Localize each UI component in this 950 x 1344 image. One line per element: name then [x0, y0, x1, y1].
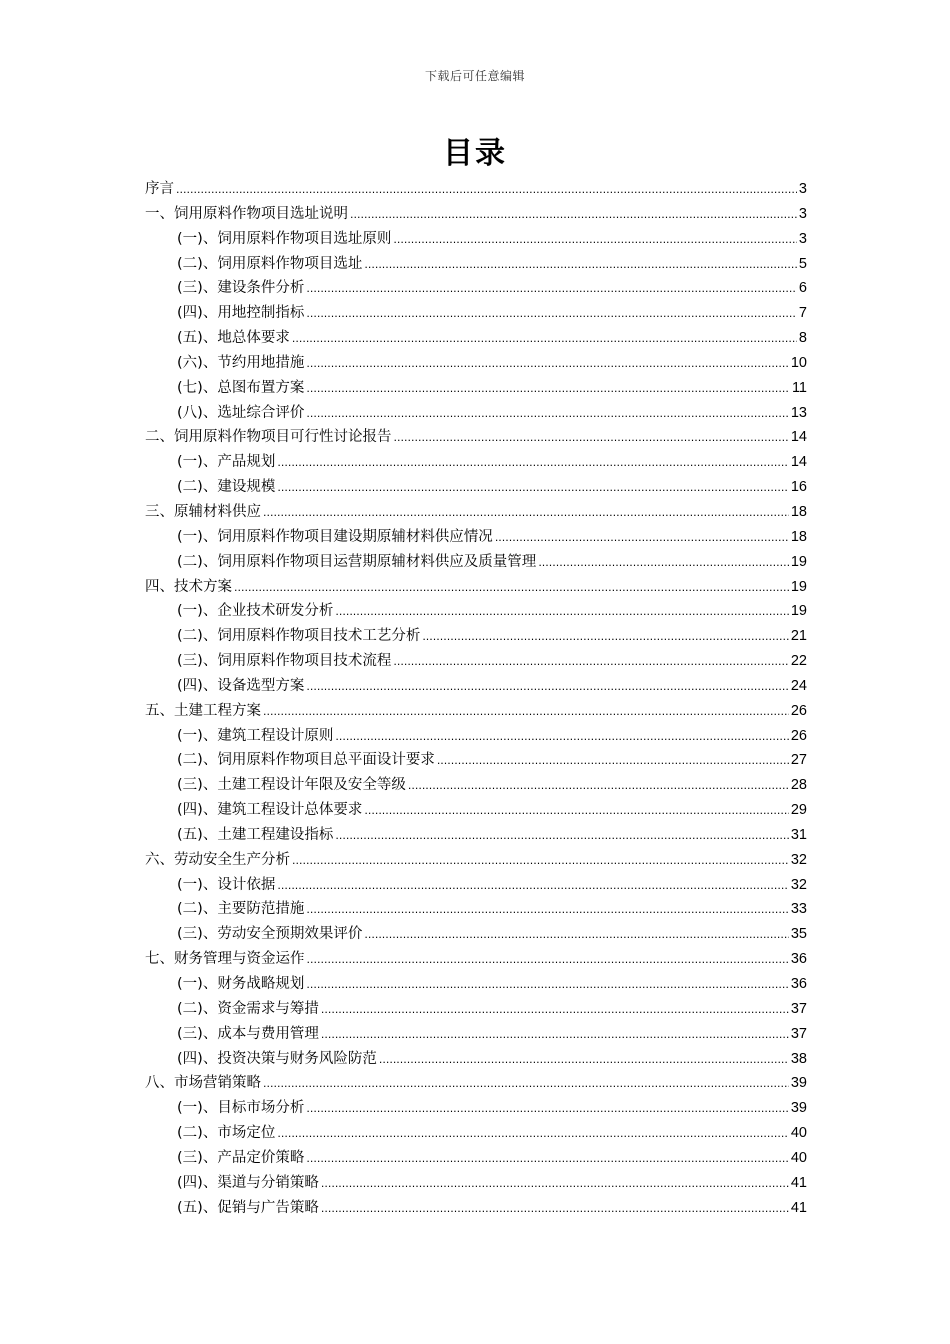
toc-entry[interactable]: [145, 922, 807, 947]
toc-entry[interactable]: [145, 376, 807, 401]
toc-entry-label: (一)、饲用原料作物项目选址原则: [177, 230, 392, 247]
toc-entry-label: 序言: [145, 181, 174, 197]
toc-entry[interactable]: [145, 1096, 807, 1121]
toc-entry[interactable]: [145, 873, 807, 898]
toc-entry[interactable]: [145, 823, 807, 848]
toc-entry-label: (四)、建筑工程设计总体要求: [177, 802, 363, 819]
toc-entry-page: 13: [790, 404, 807, 421]
toc-leader-dots: [306, 1147, 789, 1172]
toc-entry-page: 41: [790, 1174, 807, 1191]
toc-entry-page: 10: [790, 354, 807, 371]
toc-entry-label: (一)、企业技术研发分析: [177, 603, 334, 620]
toc-leader-dots: [306, 675, 789, 700]
toc-entry[interactable]: [145, 897, 807, 922]
toc-entry-label: (五)、地总体要求: [177, 330, 290, 347]
toc-entry[interactable]: [145, 550, 807, 575]
toc-leader-dots: [364, 923, 789, 948]
toc-leader-dots: [321, 1023, 789, 1048]
toc-entry[interactable]: [145, 798, 807, 823]
toc-leader-dots: [422, 625, 789, 650]
toc-entry-label: (二)、市场定位: [177, 1125, 276, 1142]
toc-entry-label: (三)、产品定价策略: [177, 1149, 305, 1166]
toc-entry[interactable]: [145, 773, 807, 798]
toc-entry-page: 37: [790, 1025, 807, 1042]
toc-leader-dots: [306, 973, 789, 998]
toc-leader-dots: [277, 451, 789, 476]
toc-entry-page: 40: [790, 1149, 807, 1166]
toc-entry-label: (七)、总图布置方案: [177, 379, 305, 396]
toc-entry-page: 38: [790, 1050, 807, 1067]
toc-entry[interactable]: [145, 624, 807, 649]
toc-entry-label: (一)、饲用原料作物项目建设期原辅材料供应情况: [177, 528, 493, 545]
toc-leader-dots: [306, 1097, 789, 1122]
toc-entry[interactable]: [145, 674, 807, 699]
toc-leader-dots: [176, 178, 797, 203]
toc-entry[interactable]: [145, 997, 807, 1022]
toc-entry-label: 八、市场营销策略: [145, 1075, 261, 1092]
toc-entry-page: 19: [790, 553, 807, 570]
toc-entry-page: 18: [790, 503, 807, 520]
toc-entry-page: 6: [798, 280, 807, 297]
toc-leader-dots: [263, 700, 789, 725]
toc-entry-page: 32: [790, 851, 807, 868]
toc-entry-label: (三)、土建工程设计年限及安全等级: [177, 777, 406, 794]
toc-leader-dots: [292, 849, 789, 874]
toc-entry-page: 18: [790, 528, 807, 545]
toc-leader-dots: [306, 277, 797, 302]
toc-entry-page: 21: [790, 628, 807, 645]
toc-leader-dots: [263, 501, 789, 526]
toc-entry-page: 31: [790, 826, 807, 843]
toc-entry-page: 19: [790, 603, 807, 620]
toc-entry-page: 33: [790, 901, 807, 918]
toc-leader-dots: [350, 203, 797, 228]
toc-leader-dots: [277, 874, 789, 899]
toc-leader-dots: [307, 948, 789, 973]
toc-entry-label: (二)、饲用原料作物项目运营期原辅材料供应及质量管理: [177, 553, 537, 570]
toc-entry[interactable]: [145, 425, 807, 450]
toc-leader-dots: [364, 799, 789, 824]
toc-leader-dots: [335, 824, 789, 849]
toc-entry-label: 六、劳动安全生产分析: [145, 851, 290, 868]
page-title: 目录: [443, 136, 507, 171]
toc-entry[interactable]: [145, 525, 807, 550]
toc-entry[interactable]: [145, 724, 807, 749]
toc-entry-page: 29: [790, 802, 807, 819]
toc-leader-dots: [393, 228, 797, 253]
toc-entry-label: (二)、饲用原料作物项目选址: [177, 255, 363, 272]
toc-entry-label: 四、技术方案: [145, 578, 232, 595]
toc-entry-page: 3: [798, 205, 807, 222]
toc-entry-page: 28: [790, 777, 807, 794]
toc-leader-dots: [394, 426, 789, 451]
toc-leader-dots: [306, 377, 790, 402]
toc-entry[interactable]: [145, 500, 807, 525]
toc-entry[interactable]: [145, 326, 807, 351]
toc-entry-label: 二、饲用原料作物项目可行性讨论报告: [145, 429, 392, 446]
toc-entry-page: 22: [790, 653, 807, 670]
toc-entry-page: 7: [798, 305, 807, 322]
toc-entry-label: 三、原辅材料供应: [145, 503, 261, 520]
toc-entry[interactable]: [145, 450, 807, 475]
toc-entry[interactable]: [145, 1146, 807, 1171]
toc-entry-page: 27: [790, 752, 807, 769]
toc-entry[interactable]: [145, 699, 807, 724]
toc-leader-dots: [277, 476, 789, 501]
toc-entry[interactable]: [145, 177, 807, 202]
toc-leader-dots: [437, 749, 789, 774]
toc-entry-page: 39: [790, 1100, 807, 1117]
toc-entry-page: 40: [790, 1125, 807, 1142]
toc-entry-page: 3: [798, 181, 807, 197]
toc-entry[interactable]: [145, 1022, 807, 1047]
toc-entry-label: (四)、渠道与分销策略: [177, 1174, 319, 1191]
toc-entry[interactable]: [145, 1071, 807, 1096]
toc-entry[interactable]: [145, 252, 807, 277]
toc-entry-label: (三)、成本与费用管理: [177, 1025, 319, 1042]
toc-entry-label: (五)、促销与广告策略: [177, 1199, 319, 1216]
toc-leader-dots: [306, 898, 789, 923]
toc-entry-label: (二)、饲用原料作物项目技术工艺分析: [177, 628, 421, 645]
toc-leader-dots: [379, 1048, 789, 1073]
toc-entry-label: (一)、设计依据: [177, 876, 276, 893]
toc-leader-dots: [538, 551, 789, 576]
toc-entry-label: (八)、选址综合评价: [177, 404, 305, 421]
toc-entry[interactable]: [145, 202, 807, 227]
toc-entry[interactable]: [145, 575, 807, 600]
toc-leader-dots: [321, 998, 789, 1023]
toc-entry-label: (三)、建设条件分析: [177, 280, 305, 297]
toc-entry-page: 41: [790, 1199, 807, 1216]
toc-entry-label: 七、财务管理与资金运作: [145, 951, 305, 968]
toc-entry-label: (二)、建设规模: [177, 479, 276, 496]
toc-entry-page: 16: [790, 479, 807, 496]
toc-entry-page: 39: [790, 1075, 807, 1092]
toc-entry[interactable]: [145, 276, 807, 301]
toc-entry-label: (五)、土建工程建设指标: [177, 826, 334, 843]
toc-entry-label: (一)、建筑工程设计原则: [177, 727, 334, 744]
toc-entry[interactable]: [145, 649, 807, 674]
toc-entry-page: 19: [790, 578, 807, 595]
toc-entry-label: (四)、设备选型方案: [177, 677, 305, 694]
toc-entry-label: (三)、饲用原料作物项目技术流程: [177, 653, 392, 670]
toc-entry-label: (一)、财务战略规划: [177, 976, 305, 992]
toc-leader-dots: [234, 576, 789, 601]
toc-entry[interactable]: [145, 1121, 807, 1146]
toc-entry[interactable]: [145, 947, 807, 972]
toc-entry-page: 14: [790, 454, 807, 471]
toc-entry-label: (一)、目标市场分析: [177, 1100, 305, 1117]
toc-leader-dots: [321, 1197, 789, 1222]
toc-entry[interactable]: [145, 351, 807, 376]
toc-entry-label: 一、饲用原料作物项目选址说明: [145, 205, 348, 222]
toc-leader-dots: [263, 1072, 789, 1097]
toc-entry-page: 37: [790, 1000, 807, 1017]
toc-entry-label: (二)、主要防范措施: [177, 901, 305, 918]
toc-entry-page: 32: [790, 876, 807, 893]
toc-leader-dots: [306, 352, 789, 377]
toc-leader-dots: [292, 327, 797, 352]
toc-entry[interactable]: [145, 1171, 807, 1196]
toc-leader-dots: [495, 526, 789, 551]
toc-entry-page: 36: [790, 976, 807, 992]
toc-entry-label: (二)、资金需求与筹措: [177, 1000, 319, 1017]
toc-entry-page: 26: [790, 727, 807, 744]
toc-entry-label: (四)、用地控制指标: [177, 305, 305, 322]
toc-entry-page: 11: [791, 379, 807, 396]
header-note: 下载后可任意编辑: [424, 69, 525, 83]
toc-leader-dots: [321, 1172, 789, 1197]
toc-entry[interactable]: [145, 748, 807, 773]
toc-entry[interactable]: [145, 599, 807, 624]
toc-leader-dots: [393, 650, 789, 675]
toc-leader-dots: [364, 253, 797, 278]
toc-leader-dots: [306, 302, 797, 327]
toc-entry-page: 24: [790, 677, 807, 694]
toc-entry[interactable]: [145, 972, 807, 997]
toc-leader-dots: [277, 1122, 789, 1147]
toc-entry-label: (六)、节约用地措施: [177, 354, 305, 371]
toc-entry[interactable]: [145, 301, 807, 326]
table-of-contents: [145, 177, 807, 1220]
toc-entry-page: 8: [798, 330, 807, 347]
toc-entry-page: 14: [790, 429, 807, 446]
toc-entry-label: 五、土建工程方案: [145, 702, 261, 719]
toc-entry[interactable]: [145, 848, 807, 873]
toc-leader-dots: [335, 600, 789, 625]
toc-entry-label: (二)、饲用原料作物项目总平面设计要求: [177, 752, 435, 769]
toc-entry-label: (一)、产品规划: [177, 454, 276, 471]
toc-entry[interactable]: [145, 227, 807, 252]
toc-entry-page: 3: [798, 230, 807, 247]
toc-leader-dots: [306, 402, 789, 427]
toc-entry-page: 26: [790, 702, 807, 719]
toc-entry-page: 36: [790, 951, 807, 968]
toc-leader-dots: [335, 725, 789, 750]
toc-entry-page: 35: [790, 926, 807, 943]
toc-entry-page: 5: [798, 255, 807, 272]
toc-leader-dots: [408, 774, 789, 799]
toc-entry-label: (三)、劳动安全预期效果评价: [177, 926, 363, 943]
toc-entry[interactable]: [145, 1196, 807, 1221]
toc-entry[interactable]: [145, 475, 807, 500]
toc-entry[interactable]: [145, 401, 807, 426]
toc-entry-label: (四)、投资决策与财务风险防范: [177, 1050, 377, 1067]
toc-entry[interactable]: [145, 1047, 807, 1072]
